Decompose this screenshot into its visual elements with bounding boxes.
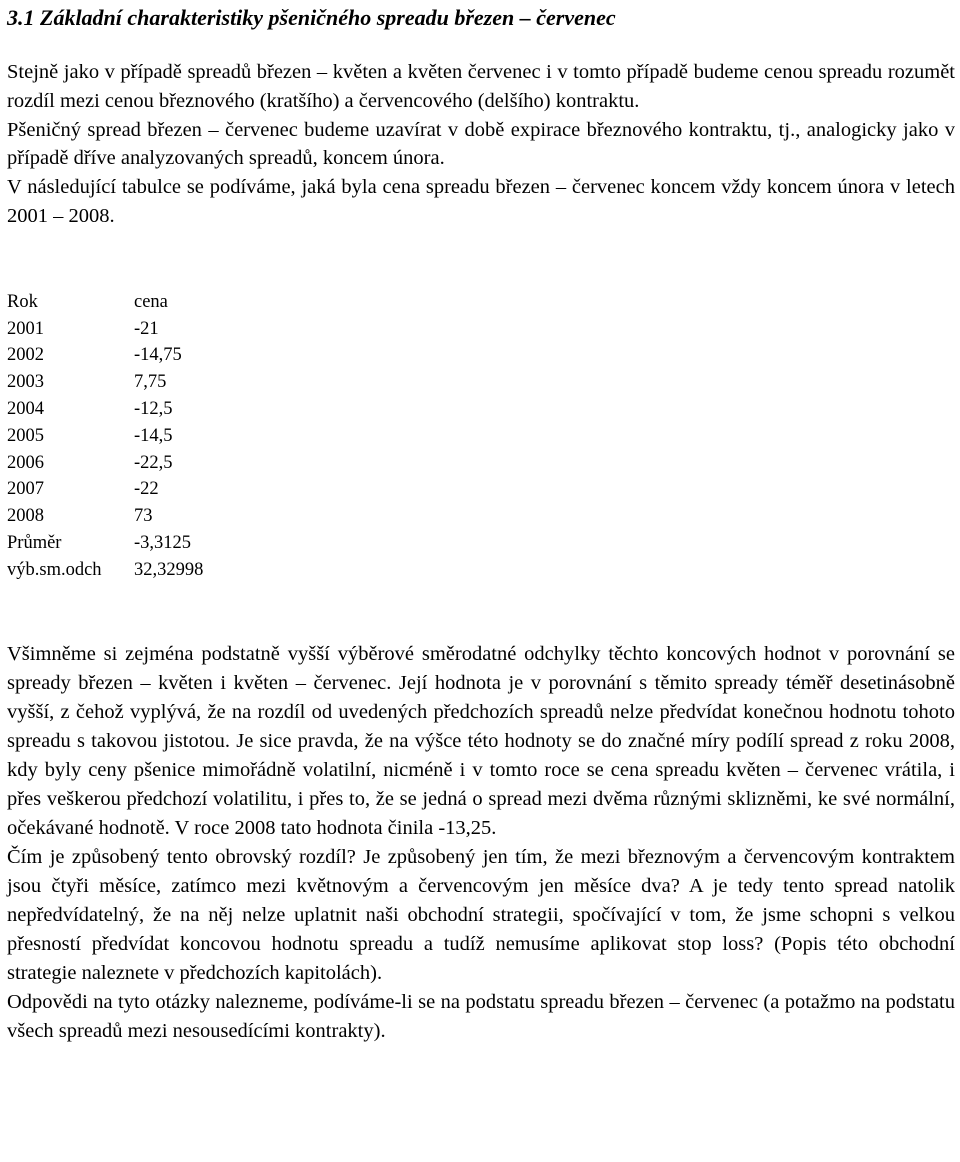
conclusion-text xyxy=(7,640,955,1046)
section-heading: 3.1 Základní charakteristiky pšeničného spreadu březen – červenec xyxy=(7,5,616,30)
table-cell-price: -14,5 xyxy=(134,425,173,446)
table-cell-year: 2008 xyxy=(7,506,44,527)
column-header-year: Rok xyxy=(7,291,38,312)
table-row xyxy=(7,450,955,477)
table-cell-label: Průměr xyxy=(7,532,62,553)
intro-paragraph: Stejně jako v případě spreadů březen – květen a květen červenec i v tomto případě budeme cenou spreadu rozumět rozdíl mezi cenou březnového (kratšího) a červencového (delšího) kontraktu. xyxy=(7,61,955,112)
document-page xyxy=(7,0,955,1046)
table-row xyxy=(7,503,955,530)
column-header-price: cena xyxy=(134,291,168,312)
table-row xyxy=(7,316,955,343)
table-cell-price: -3,3125 xyxy=(134,532,192,553)
table-cell-price: -21 xyxy=(134,318,159,339)
intro-paragraph: V následující tabulce se podíváme, jaká byla cena spreadu březen – červenec koncem vždy koncem února v letech 2001 – 2008. xyxy=(7,176,955,227)
table-row-average xyxy=(7,530,955,557)
table-cell-year: 2006 xyxy=(7,452,44,473)
table-cell-price: 32,32998 xyxy=(134,559,204,580)
table-cell-price: -22,5 xyxy=(134,452,173,473)
table-cell-year: 2004 xyxy=(7,398,44,419)
table-row xyxy=(7,369,955,396)
conclusion-paragraph: Všimněme si zejména podstatně vyšší výběrové směrodatné odchylky těchto koncových hodnot v porovnání se spready březen – květen i květen – červenec. Její hodnota je v porovnání s těmito spready téměř desetinásobně vyšší, z čehož vyplývá, že na rozdíl od uvedených předchozích spreadů nelze předvídat konečnou hodnotu tohoto spreadu s takovou jistotou. Je sice pravda, že na výšce této hodnoty se do značné míry podílí spread z roku 2008, kdy byly ceny pšenice mimořádně volatilní, nicméně i v tomto roce se cena spreadu květen – červenec vrátila, i přes veškerou předchozí volatilitu, i přes to, že se jedná o spread mezi dvěma různými sklizněmi, ke své normální, očekávané hodnotě. V roce 2008 tato hodnota činila -13,25. xyxy=(7,642,955,839)
table-header-row xyxy=(7,289,955,316)
table-cell-year: 2002 xyxy=(7,345,44,366)
table-cell-price: 7,75 xyxy=(134,372,167,393)
table-row xyxy=(7,423,955,450)
spread-price-table xyxy=(7,289,955,584)
table-cell-year: 2003 xyxy=(7,372,44,393)
conclusion-paragraph: Odpovědi na tyto otázky nalezneme, podíváme-li se na podstatu spreadu březen – červenec (a potažmo na podstatu všech spreadů mezi nesousedícími kontrakty). xyxy=(7,990,955,1042)
table-cell-label: výb.sm.odch xyxy=(7,559,102,580)
table-cell-year: 2007 xyxy=(7,479,44,500)
table-row xyxy=(7,396,955,423)
table-cell-price: 73 xyxy=(134,506,153,527)
table-row xyxy=(7,342,955,369)
intro-paragraph: Pšeničný spread březen – červenec budeme uzavírat v době expirace březnového kontraktu, tj., analogicky jako v případě dříve analyzovaných spreadů, koncem února. xyxy=(7,118,955,170)
table-row-stddev xyxy=(7,557,955,584)
intro-text xyxy=(7,58,955,231)
table-cell-year: 2005 xyxy=(7,425,44,446)
conclusion-paragraph: Čím je způsobený tento obrovský rozdíl? Je způsobený jen tím, že mezi březnovým a červencovým kontraktem jsou čtyři měsíce, zatímco mezi květnovým a červencovým jen měsíce dva? A je tedy tento spread natolik nepředvídatelný, že na něj nelze uplatnit naši obchodní strategii, spočívající v tom, že jsme schopni s velkou přesností předvídat koncovou hodnotu spreadu a tudíž nemusíme aplikovat stop loss? (Popis této obchodní strategie naleznete v předchozích kapitolách). xyxy=(7,845,955,984)
table-cell-price: -12,5 xyxy=(134,398,173,419)
table-cell-year: 2001 xyxy=(7,318,44,339)
table-cell-price: -14,75 xyxy=(134,345,182,366)
table-row xyxy=(7,476,955,503)
table-cell-price: -22 xyxy=(134,479,159,500)
